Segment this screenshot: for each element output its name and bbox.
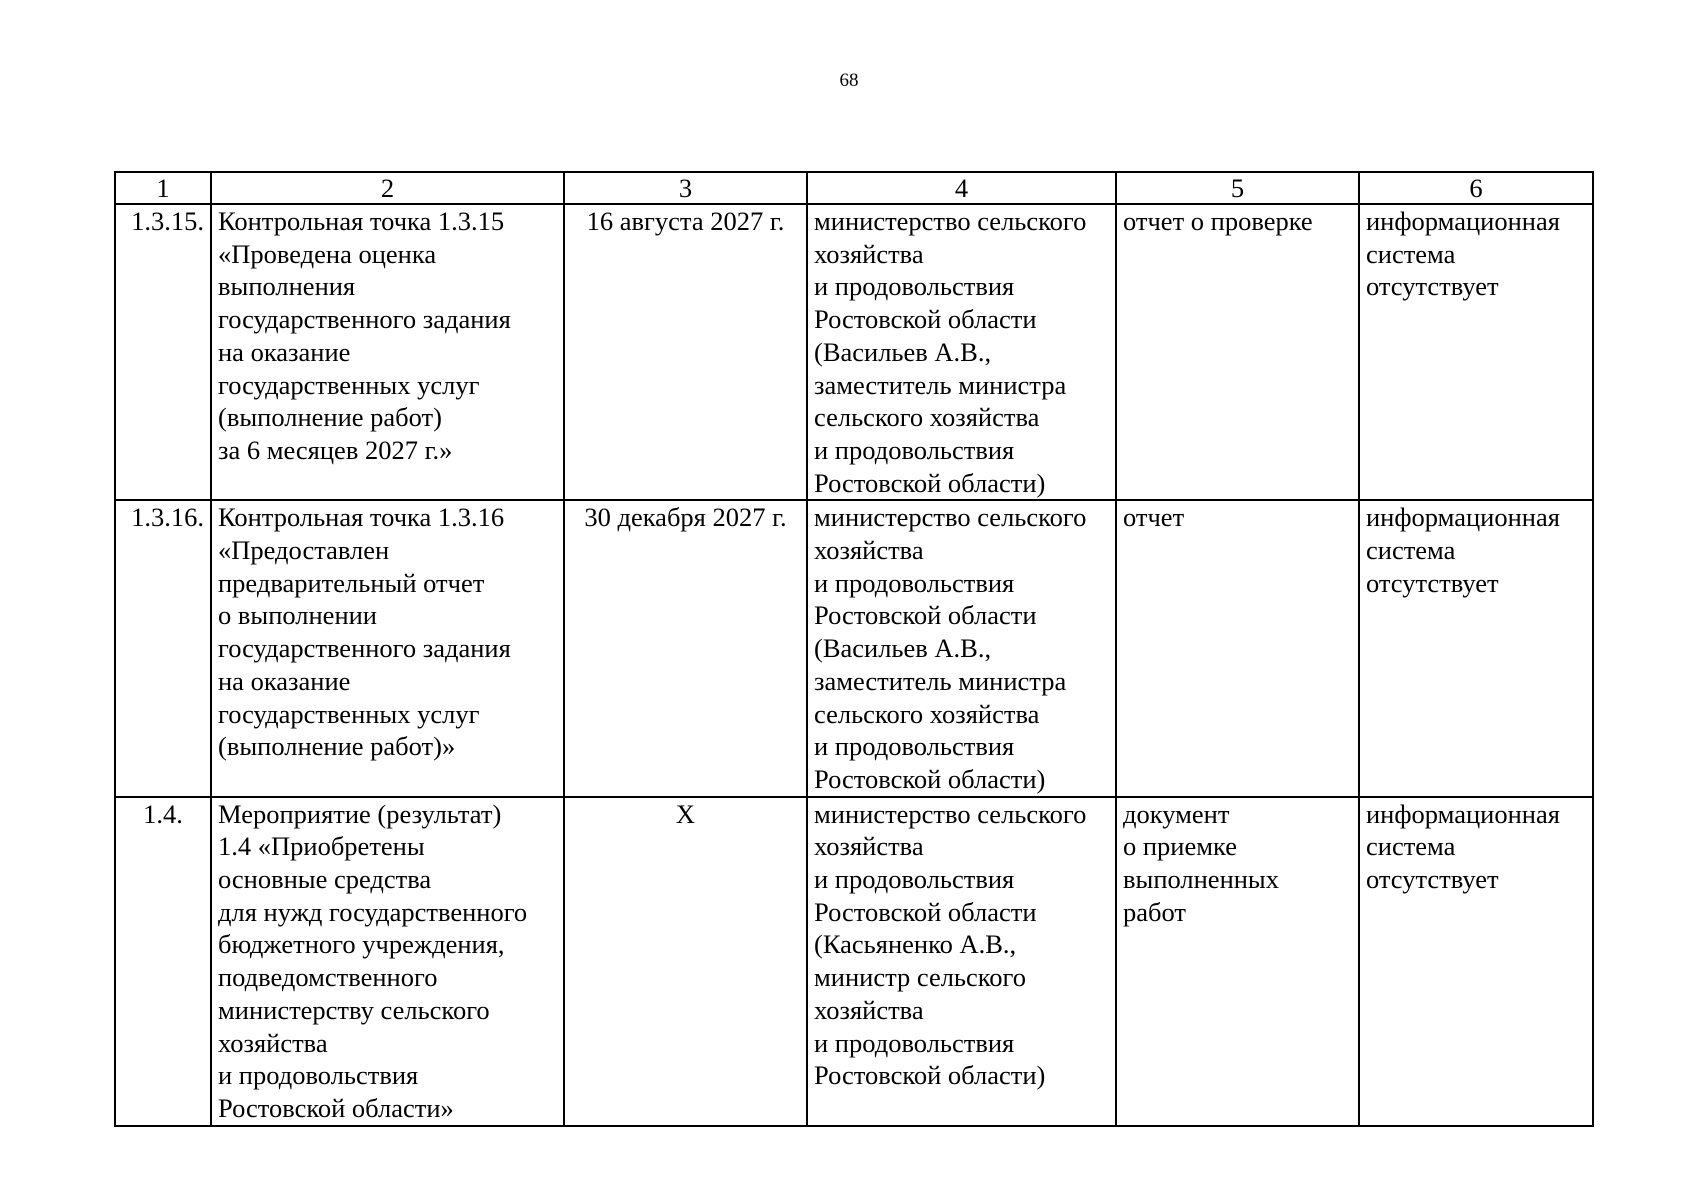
table-row bbox=[115, 500, 1593, 796]
row-date: 30 декабря 2027 г. bbox=[564, 500, 807, 796]
table-header-row bbox=[115, 172, 1593, 204]
row-system: информационная система отсутствует bbox=[1359, 500, 1593, 796]
row-number: 1.4. bbox=[115, 797, 211, 1126]
row-responsible: министерство сельского хозяйства и продовольствия Ростовской области (Васильев А.В., заместитель министра сельского хозяйства и продовольствия Ростовской области) bbox=[807, 204, 1116, 500]
column-header-2: 2 bbox=[211, 172, 564, 204]
page-number: 68 bbox=[839, 70, 859, 91]
row-name: Контрольная точка 1.3.15 «Проведена оценка выполнения государственного задания на оказание государственных услуг (выполнение работ) за 6 месяцев 2027 г.» bbox=[211, 204, 564, 500]
column-header-1: 1 bbox=[115, 172, 211, 204]
row-name: Контрольная точка 1.3.16 «Предоставлен предварительный отчет о выполнении государственного задания на оказание государственных услуг (выполнение работ)» bbox=[211, 500, 564, 796]
row-date: 16 августа 2027 г. bbox=[564, 204, 807, 500]
row-number: 1.3.15. bbox=[115, 204, 211, 500]
row-system: информационная система отсутствует bbox=[1359, 797, 1593, 1126]
row-name: Мероприятие (результат) 1.4 «Приобретены основные средства для нужд государственного бюджетного учреждения, подведомственного министерству сельского хозяйства и продовольствия Ростовской области» bbox=[211, 797, 564, 1126]
row-date: Х bbox=[564, 797, 807, 1126]
row-document: отчет о проверке bbox=[1116, 204, 1359, 500]
column-header-5: 5 bbox=[1116, 172, 1359, 204]
row-responsible: министерство сельского хозяйства и продовольствия Ростовской области (Касьяненко А.В., министр сельского хозяйства и продовольствия Ростовской области) bbox=[807, 797, 1116, 1126]
row-document: документ о приемке выполненных работ bbox=[1116, 797, 1359, 1126]
column-header-3: 3 bbox=[564, 172, 807, 204]
control-points-table bbox=[114, 171, 1594, 1127]
row-responsible: министерство сельского хозяйства и продовольствия Ростовской области (Васильев А.В., заместитель министра сельского хозяйства и продовольствия Ростовской области) bbox=[807, 500, 1116, 796]
row-system: информационная система отсутствует bbox=[1359, 204, 1593, 500]
column-header-6: 6 bbox=[1359, 172, 1593, 204]
column-header-4: 4 bbox=[807, 172, 1116, 204]
table-row bbox=[115, 204, 1593, 500]
row-number: 1.3.16. bbox=[115, 500, 211, 796]
table-row bbox=[115, 797, 1593, 1126]
row-document: отчет bbox=[1116, 500, 1359, 796]
